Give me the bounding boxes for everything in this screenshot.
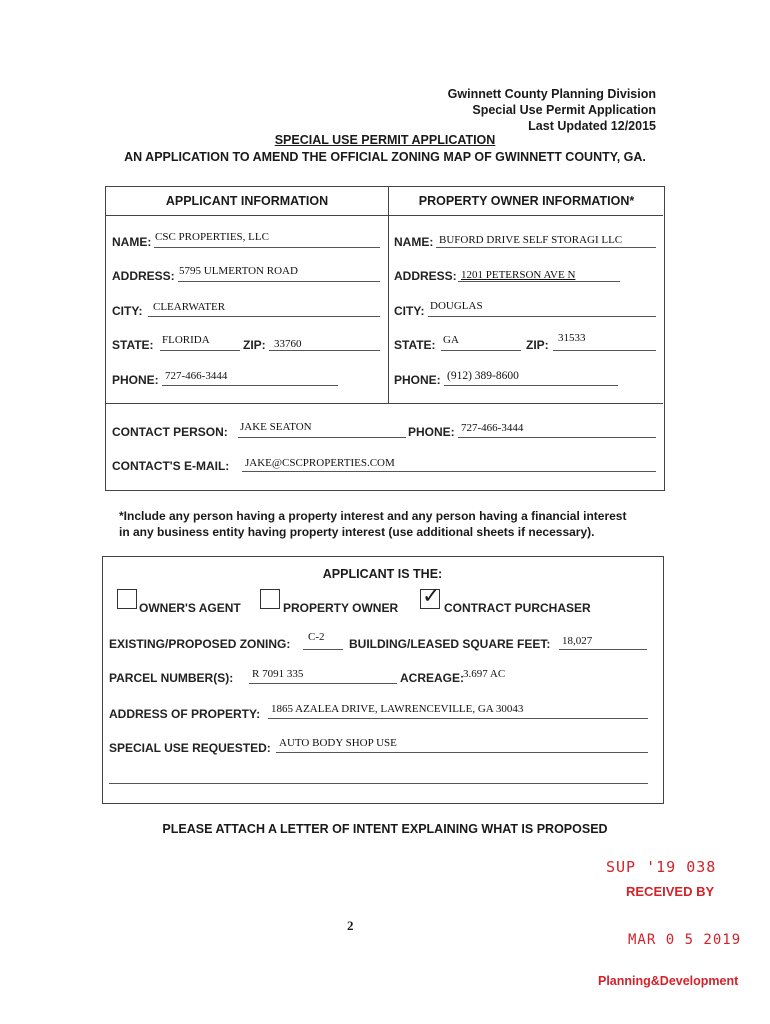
header-form-name: Special Use Permit Application [472,103,656,117]
header-org: Gwinnett County Planning Division [447,87,656,101]
applicant-address-line [178,281,380,282]
sqft-line [559,649,647,650]
owner-phone-value: (912) 389-8600 [447,370,519,382]
applicant-city-label: CITY: [112,304,143,318]
property-owner-label: PROPERTY OWNER [283,601,399,615]
applicant-city-line [148,316,380,317]
owner-address-value: 1201 PETERSON AVE N [461,269,576,281]
contact-phone-label: PHONE: [408,425,455,439]
contact-divider [106,403,663,404]
zoning-line [303,649,343,650]
contact-phone-line [458,437,656,438]
contact-person-label: CONTACT PERSON: [112,425,228,439]
owner-city-value: DOUGLAS [430,300,483,312]
owners-agent-label: OWNER'S AGENT [139,601,241,615]
contact-email-value: JAKE@CSCPROPERTIES.COM [245,457,395,469]
owner-state-line [441,350,521,351]
owner-phone-line [444,385,618,386]
owner-zip-line [553,350,656,351]
contact-email-label: CONTACT'S E-MAIL: [112,459,230,473]
attach-note: PLEASE ATTACH A LETTER OF INTENT EXPLAINING WHAT IS PROPOSED [162,822,608,836]
footnote-line-2: in any business entity having property interest (use additional sheets if necessary). [119,525,595,539]
owner-zip-label: ZIP: [526,338,549,352]
zoning-label: EXISTING/PROPOSED ZONING: [109,637,291,651]
owner-address-label: ADDRESS: [394,269,457,283]
owner-state-label: STATE: [394,338,436,352]
property-address-label: ADDRESS OF PROPERTY: [109,707,261,721]
parcel-line [249,683,397,684]
sqft-label: BUILDING/LEASED SQUARE FEET: [349,637,551,651]
applicant-zip-label: ZIP: [243,338,266,352]
owner-state-value: GA [443,334,459,346]
applicant-phone-line [162,385,338,386]
stamp-code: SUP '19 038 [606,858,717,876]
contact-phone-value: 727-466-3444 [461,422,524,434]
applicant-heading: APPLICANT INFORMATION [165,194,329,208]
special-use-label: SPECIAL USE REQUESTED: [109,741,271,755]
applicant-state-label: STATE: [112,338,154,352]
contact-person-value: JAKE SEATON [240,421,312,433]
owner-city-line [428,316,656,317]
contact-person-line [238,437,406,438]
property-address-line [268,718,648,719]
applicant-state-value: FLORIDA [162,334,210,346]
owner-phone-label: PHONE: [394,373,441,387]
parcel-value: R 7091 335 [252,668,304,680]
info-box [105,186,665,491]
header-last-updated: Last Updated 12/2015 [528,119,656,133]
contact-email-line [242,471,656,472]
page-number: 2 [347,918,354,933]
contract-purchaser-label: CONTRACT PURCHASER [444,601,591,615]
column-divider [388,187,389,403]
applicant-city-value: CLEARWATER [153,301,226,313]
special-use-value: AUTO BODY SHOP USE [279,737,397,749]
parcel-label: PARCEL NUMBER(S): [109,671,234,685]
applicant-is-heading: APPLICANT IS THE: [322,567,443,581]
property-address-value: 1865 AZALEA DRIVE, LAWRENCEVILLE, GA 30043 [271,703,524,715]
footnote [119,508,626,540]
applicant-name-line [154,247,380,248]
applicant-phone-label: PHONE: [112,373,159,387]
check-mark-icon: ✓ [422,584,441,609]
stamp-received: RECEIVED BY [626,884,715,899]
stamp-department: Planning&Development [598,974,739,988]
owner-address-line [458,281,620,282]
owner-heading: PROPERTY OWNER INFORMATION* [418,194,635,208]
footnote-line-1: *Include any person having a property interest and any person having a financial interest [119,509,627,523]
sqft-value: 18,027 [562,635,593,647]
owner-name-line [436,247,656,248]
applicant-address-label: ADDRESS: [112,269,175,283]
owner-city-label: CITY: [394,304,425,318]
acreage-value: 3.697 AC [463,668,506,680]
contract-purchaser-checkbox[interactable] [420,584,441,609]
owner-zip-value: 31533 [558,332,586,344]
applicant-phone-value: 727-466-3444 [165,370,228,382]
applicant-zip-value: 33760 [274,338,302,350]
special-use-line [276,752,648,753]
owner-name-label: NAME: [394,235,434,249]
applicant-name-value: CSC PROPERTIES, LLC [155,231,269,243]
owner-name-value: BUFORD DRIVE SELF STORAGI LLC [439,234,623,246]
applicant-address-value: 5795 ULMERTON ROAD [179,265,298,277]
form-subtitle: AN APPLICATION TO AMEND THE OFFICIAL ZONING MAP OF GWINNETT COUNTY, GA. [124,150,646,164]
stamp-date: MAR 0 5 2019 [628,932,742,948]
form-title: SPECIAL USE PERMIT APPLICATION [274,133,496,147]
extra-line [109,783,648,784]
owners-agent-checkbox[interactable] [117,589,137,609]
zoning-value: C-2 [308,631,325,643]
applicant-state-line [160,350,240,351]
applicant-zip-line [269,350,380,351]
property-box [102,556,664,804]
property-owner-checkbox[interactable] [260,589,280,609]
header-block [448,86,656,134]
applicant-name-label: NAME: [112,235,152,249]
acreage-label: ACREAGE: [400,671,465,685]
